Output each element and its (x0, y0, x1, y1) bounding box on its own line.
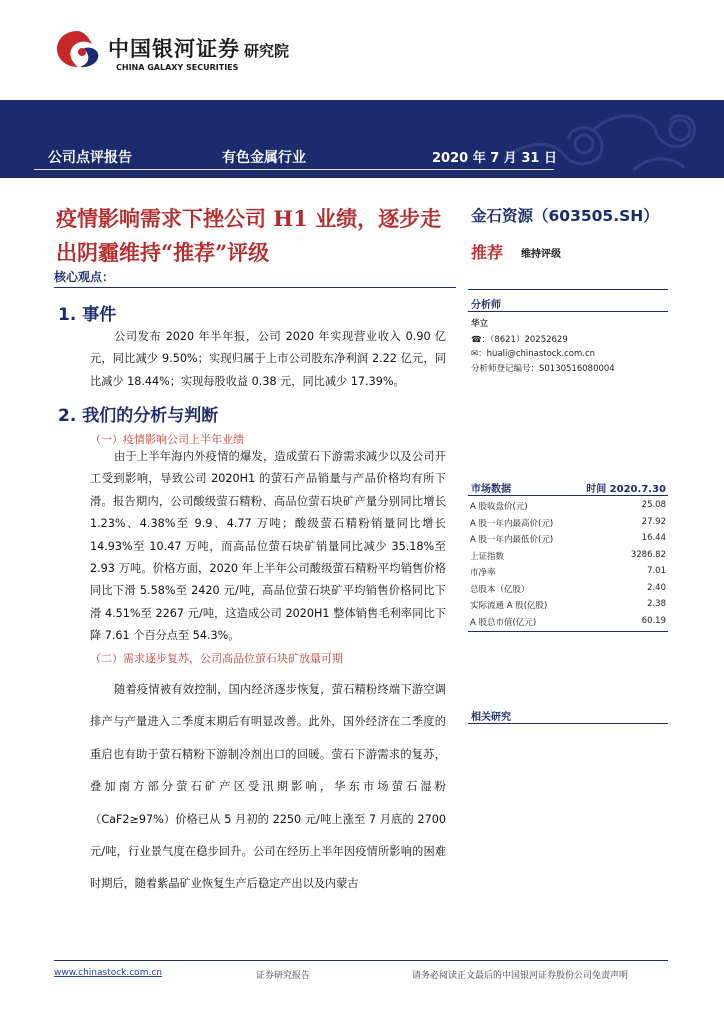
brand-name-cn: 中国银河证券 (108, 37, 240, 61)
related-divider (468, 723, 668, 724)
market-label: A 股一年内最低价(元) (470, 535, 554, 545)
section-1-body: 公司发布 2020 年半年报，公司 2020 年实现营业收入 0.90 亿元，同比减少 9.50%；实现归属于上市公司股东净利润 2.22 亿元，同比减少 18.44%；实现每股收益 0.38 元，同比减少 17.39%。 (90, 330, 446, 388)
market-data-title: 市场数据 (471, 484, 511, 495)
core-view-label: 核心观点： (54, 270, 115, 284)
market-row (468, 514, 668, 531)
market-data-time: 时间 2020.7.30 (586, 484, 666, 495)
galaxy-logo-icon (54, 28, 102, 70)
section-2-heading: 2. 我们的分析与判断 (58, 406, 219, 426)
report-title-line2: 出阴霾维持“推荐”评级 (56, 240, 270, 265)
subsection-1-heading: （一）疫情影响公司上半年业绩 (90, 433, 244, 446)
market-row (468, 580, 668, 597)
institute-label: 研究院 (244, 42, 290, 60)
market-value: 25.08 (641, 500, 666, 510)
market-label: 实际流通 A 股(亿股) (470, 601, 548, 611)
market-label: A 股收盘价(元) (470, 502, 528, 512)
subsection-2-heading: （二）需求逐步复苏，公司高品位萤石块矿放量可期 (90, 652, 343, 665)
analyst-name: 华立 (471, 319, 489, 329)
market-row (468, 596, 668, 613)
banner-divider (34, 169, 554, 170)
market-row (468, 530, 668, 547)
analyst-phone: ☎：（8621）20252629 (471, 335, 568, 345)
footer-url[interactable] (54, 968, 162, 978)
analyst-registration: 分析师登记编号：S0130516080004 (471, 364, 615, 374)
market-label: A 股一年内最高价(元) (470, 518, 554, 529)
analyst-email[interactable]: ✉：huali@chinastock.com.cn (471, 349, 596, 359)
market-divider-bottom (468, 631, 668, 632)
market-value: 16.44 (641, 533, 666, 543)
left-divider (54, 287, 456, 288)
brand-name-en: CHINA GALAXY SECURITIES (116, 63, 239, 72)
analyst-heading: 分析师 (471, 300, 501, 311)
footer-disclaimer: 请务必阅读正文最后的中国银河证券股份公司免责声明 (412, 971, 629, 981)
analyst-divider (468, 311, 668, 312)
market-row (468, 563, 668, 580)
section-2-para-2: 随着疫情被有效控制，国内经济逐步恢复，萤石精粉终端下游空调排产与产量进入二季度末期后有明显改善。此外，国外经济在二季度的重启也有助于萤石精粉下游制冷剂出口的回暖。萤石下游需求的复苏，叠加南方部分萤石矿产区受汛期影响，华东市场萤石湿粉（CaF2≥97%）价格已从 5 月初的 2250 元/吨上涨至 7 月底的 2700 元/吨，行业景气度在稳步回升。公司在经历上半年因疫情所影响的困难时期后，随着紫晶矿业恢复生产后稳定产出以及内蒙古 (90, 683, 446, 891)
footer-url-link[interactable]: www.chinastock.com.cn (54, 968, 162, 978)
market-label: 总股本（亿股） (470, 584, 530, 595)
market-label: 上证指数 (470, 551, 505, 562)
rating-note: 维持评级 (521, 249, 561, 260)
section-2-para-1: 由于上半年海内外疫情的爆发，造成萤石下游需求减少以及公司开工受到影响，导致公司 2020H1 的萤石产品销量与产品价格均有所下滑。报告期内，公司酸级萤石精粉、高品位萤石块矿产量分别同比增长 1.23%、4.38%至 9.9、4.77 万吨；酸级萤石精粉销量同比增长 14.93%至 10.47 万吨，而高品位萤石块矿销量同比减少 35.18%至 2.93 万吨。价格方面，2020 年上半年公司酸级萤石精粉平均销售价格同比下滑 5.58%至 2420 元/吨，高品位萤石块矿平均销售价格同比下滑 4.51%至 2267 元/吨，这造成公司 2020H1 整体销售毛利率同比下降 7.61 个百分点至 54.3%。 (90, 450, 446, 643)
report-type-label: 公司点评报告 (48, 150, 132, 166)
industry-label: 有色金属行业 (222, 150, 306, 166)
market-value: 27.92 (641, 516, 666, 527)
market-row (468, 497, 668, 514)
report-date: 2020 年 7 月 31 日 (432, 151, 557, 166)
market-row (468, 547, 668, 564)
market-value: 7.01 (647, 566, 666, 576)
section-1-heading: 1. 事件 (58, 305, 117, 325)
footer-divider (54, 960, 668, 961)
cloud-pattern-icon (484, 100, 724, 178)
report-title-line1: 疫情影响需求下挫公司 H1 业绩，逐步走 (56, 206, 442, 231)
right-divider-top (468, 289, 668, 290)
footer-center-label: 证券研究报告 (256, 971, 311, 981)
market-value: 2.38 (647, 599, 666, 609)
market-data-header (468, 480, 668, 494)
market-value: 2.40 (647, 582, 666, 593)
market-value: 3286.82 (630, 549, 666, 560)
market-label: A 股总市值(亿元) (470, 617, 537, 628)
market-value: 60.19 (641, 615, 666, 626)
stock-name: 金石资源（603505.SH） (471, 207, 659, 225)
rating-label: 推荐 (471, 243, 504, 262)
market-label: 市净率 (470, 568, 496, 578)
market-divider (468, 495, 668, 496)
related-research-heading: 相关研究 (471, 712, 511, 723)
market-row (468, 613, 668, 630)
